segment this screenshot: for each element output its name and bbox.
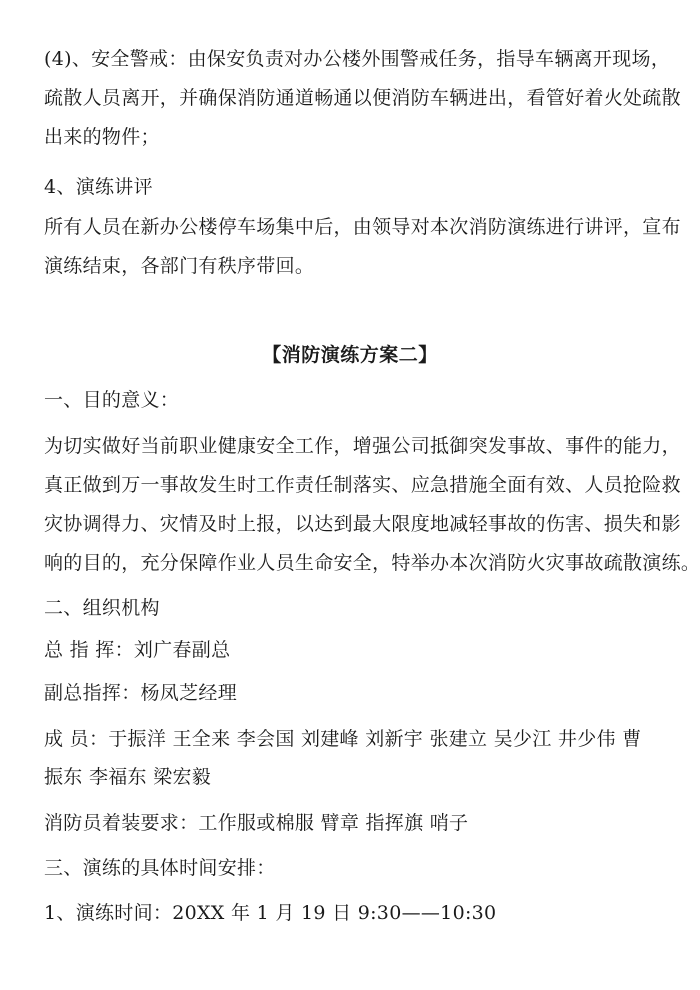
plan-two-title: 【消防演练方案二】 [262, 344, 438, 366]
members-line-1: 成 员：于振洋 王全来 李会国 刘建峰 刘新宇 张建立 吴少江 井少伟 曹 [44, 728, 642, 750]
purpose-text-line-2: 真正做到万一事故发生时工作责任制落实、应急措施全面有效、人员抢险救 [44, 474, 681, 496]
item4-text-line-1: (4)、安全警戒：由保安负责对办公楼外围警戒任务，指导车辆离开现场， [44, 48, 671, 70]
members-line-2: 振东 李福东 梁宏毅 [44, 766, 212, 788]
schedule-item-1: 1、演练时间：20XX 年 1 月 19 日 9:30——10:30 [44, 902, 497, 924]
item4-text-line-3: 出来的物件； [44, 126, 160, 148]
purpose-heading: 一、目的意义： [44, 389, 180, 411]
purpose-text-line-1: 为切实做好当前职业健康安全工作，增强公司抵御突发事故、事件的能力， [44, 435, 681, 457]
section4-text-line-1: 所有人员在新办公楼停车场集中后，由领导对本次消防演练进行讲评，宣布 [44, 216, 681, 238]
item4-text-line-2: 疏散人员离开，并确保消防通道畅通以便消防车辆进出，看管好着火处疏散 [44, 87, 681, 109]
org-heading: 二、组织机构 [44, 597, 160, 619]
schedule-heading: 三、演练的具体时间安排： [44, 857, 276, 879]
section4-heading: 4、演练讲评 [44, 176, 153, 198]
section4-text-line-2: 演练结束，各部门有秩序带回。 [44, 255, 315, 277]
dress-requirement-line: 消防员着装要求：工作服或棉服 臂章 指挥旗 哨子 [44, 812, 469, 834]
purpose-text-line-3: 灾协调得力、灾情及时上报，以达到最大限度地减轻事故的伤害、损失和影 [44, 513, 681, 535]
purpose-text-line-4: 响的目的，充分保障作业人员生命安全，特举办本次消防火灾事故疏散演练。 [44, 552, 700, 574]
deputy-line: 副总指挥：杨凤芝经理 [44, 682, 238, 704]
commander-line: 总 指 挥：刘广春副总 [44, 639, 231, 661]
